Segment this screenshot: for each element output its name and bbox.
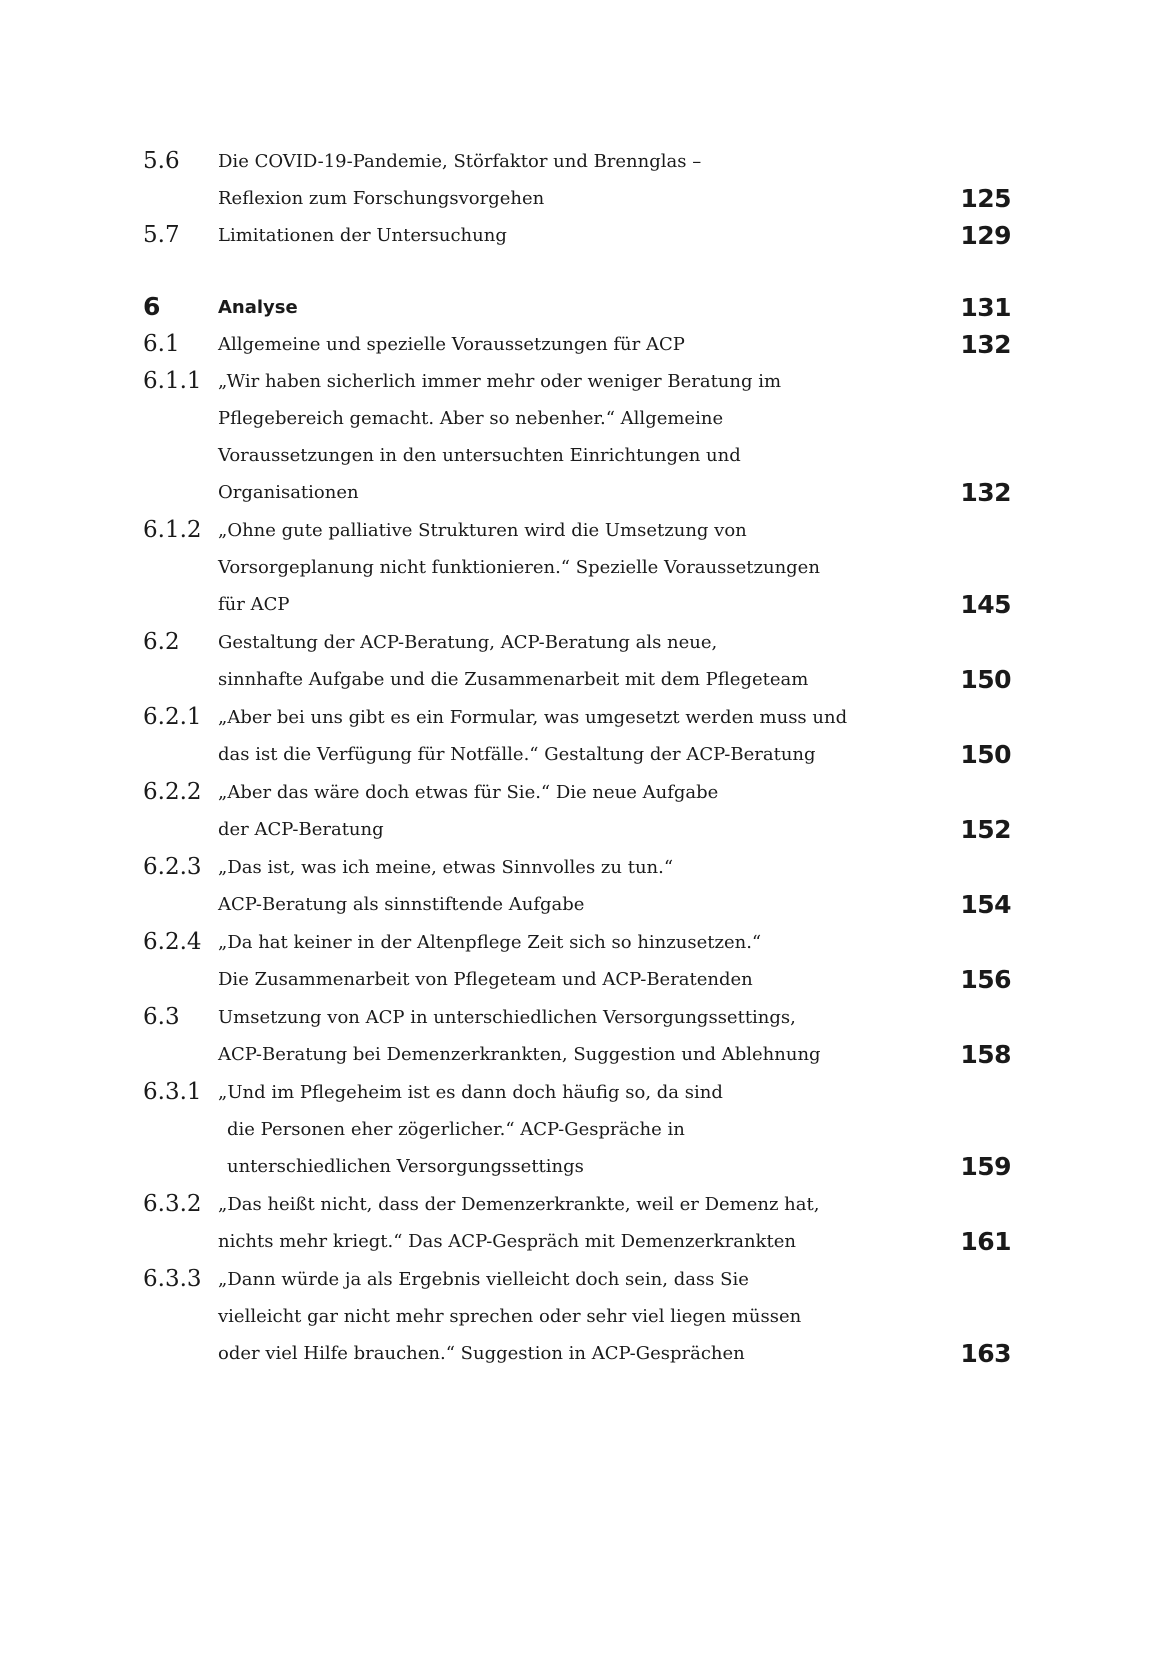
page-number: 154 — [960, 890, 1011, 919]
entry-title-line: Voraussetzungen in den untersuchten Einrichtungen und — [218, 445, 741, 466]
section-number: 6.2.3 — [143, 854, 202, 880]
entry-title-line: vielleicht gar nicht mehr sprechen oder sehr viel liegen müssen — [218, 1306, 802, 1327]
entry-title-line: unterschiedlichen Versorgungssettings — [227, 1156, 584, 1177]
entry-title-line: Umsetzung von ACP in unterschiedlichen Versorgungssettings, — [218, 1007, 796, 1028]
section-number: 5.6 — [143, 148, 180, 174]
section-number: 5.7 — [143, 222, 180, 248]
section-number: 6.1.1 — [143, 368, 202, 394]
entry-title-line: „Ohne gute palliative Strukturen wird die Umsetzung von — [218, 520, 747, 541]
entry-title-line: sinnhafte Aufgabe und die Zusammenarbeit mit dem Pflegeteam — [218, 669, 809, 690]
entry-title-line: Die COVID-19-Pandemie, Störfaktor und Brennglas – — [218, 151, 702, 172]
section-number: 6.3.2 — [143, 1191, 202, 1217]
section-number: 6.2.4 — [143, 929, 202, 955]
section-number: 6.3.1 — [143, 1079, 202, 1105]
page-number: 163 — [960, 1339, 1011, 1368]
entry-title-line: „Aber das wäre doch etwas für Sie.“ Die neue Aufgabe — [218, 782, 719, 803]
section-number: 6.1 — [143, 331, 180, 357]
entry-title-line: Organisationen — [218, 482, 359, 503]
entry-title-line: Vorsorgeplanung nicht funktionieren.“ Spezielle Voraussetzungen — [218, 557, 820, 578]
section-number: 6.2 — [143, 629, 180, 655]
page-number: 125 — [960, 184, 1011, 213]
page-number: 150 — [960, 740, 1011, 769]
entry-title-line: „Das ist, was ich meine, etwas Sinnvolles zu tun.“ — [218, 857, 674, 878]
entry-title-line: ACP-Beratung als sinnstiftende Aufgabe — [218, 894, 585, 915]
entry-title-line: ACP-Beratung bei Demenzerkrankten, Suggestion und Ablehnung — [218, 1044, 821, 1065]
entry-title-line: die Personen eher zögerlicher.“ ACP-Gespräche in — [227, 1119, 685, 1140]
section-number: 6.2.1 — [143, 704, 202, 730]
entry-title-line: Gestaltung der ACP-Beratung, ACP-Beratung als neue, — [218, 632, 718, 653]
page-number: 152 — [960, 815, 1011, 844]
entry-title-line: „Und im Pflegeheim ist es dann doch häufig so, da sind — [218, 1082, 723, 1103]
page-number: 158 — [960, 1040, 1011, 1069]
entry-title-line: Reflexion zum Forschungsvorgehen — [218, 188, 545, 209]
chapter-title: Analyse — [218, 297, 298, 318]
entry-title-line: „Dann würde ja als Ergebnis vielleicht doch sein, dass Sie — [218, 1269, 749, 1290]
section-number: 6.3.3 — [143, 1266, 202, 1292]
entry-title-line: „Wir haben sicherlich immer mehr oder weniger Beratung im — [218, 371, 782, 392]
entry-title-line: für ACP — [218, 594, 290, 615]
page-number: 132 — [960, 330, 1011, 359]
section-number: 6.2.2 — [143, 779, 202, 805]
entry-title-line: „Aber bei uns gibt es ein Formular, was umgesetzt werden muss und — [218, 707, 848, 728]
section-number: 6.1.2 — [143, 517, 202, 543]
entry-title-line: der ACP-Beratung — [218, 819, 384, 840]
entry-title-line: „Da hat keiner in der Altenpflege Zeit sich so hinzusetzen.“ — [218, 932, 762, 953]
page-number: 161 — [960, 1227, 1011, 1256]
page-number: 132 — [960, 478, 1011, 507]
page-number: 145 — [960, 590, 1011, 619]
page-number: 131 — [960, 293, 1011, 322]
entry-title-line: das ist die Verfügung für Notfälle.“ Gestaltung der ACP-Beratung — [218, 744, 816, 765]
entry-title-line: Allgemeine und spezielle Voraussetzungen für ACP — [218, 334, 685, 355]
entry-title-line: Pflegebereich gemacht. Aber so nebenher.“ Allgemeine — [218, 408, 724, 429]
page-number: 150 — [960, 665, 1011, 694]
entry-title-line: Die Zusammenarbeit von Pflegeteam und ACP-Beratenden — [218, 969, 753, 990]
entry-title-line: „Das heißt nicht, dass der Demenzerkrankte, weil er Demenz hat, — [218, 1194, 820, 1215]
entry-title-line: Limitationen der Untersuchung — [218, 225, 507, 246]
section-number: 6.3 — [143, 1004, 180, 1030]
chapter-number: 6 — [143, 292, 161, 321]
page-number: 159 — [960, 1152, 1011, 1181]
page-number: 156 — [960, 965, 1011, 994]
entry-title-line: oder viel Hilfe brauchen.“ Suggestion in ACP-Gesprächen — [218, 1343, 745, 1364]
entry-title-line: nichts mehr kriegt.“ Das ACP-Gespräch mit Demenzerkrankten — [218, 1231, 796, 1252]
page-number: 129 — [960, 221, 1011, 250]
